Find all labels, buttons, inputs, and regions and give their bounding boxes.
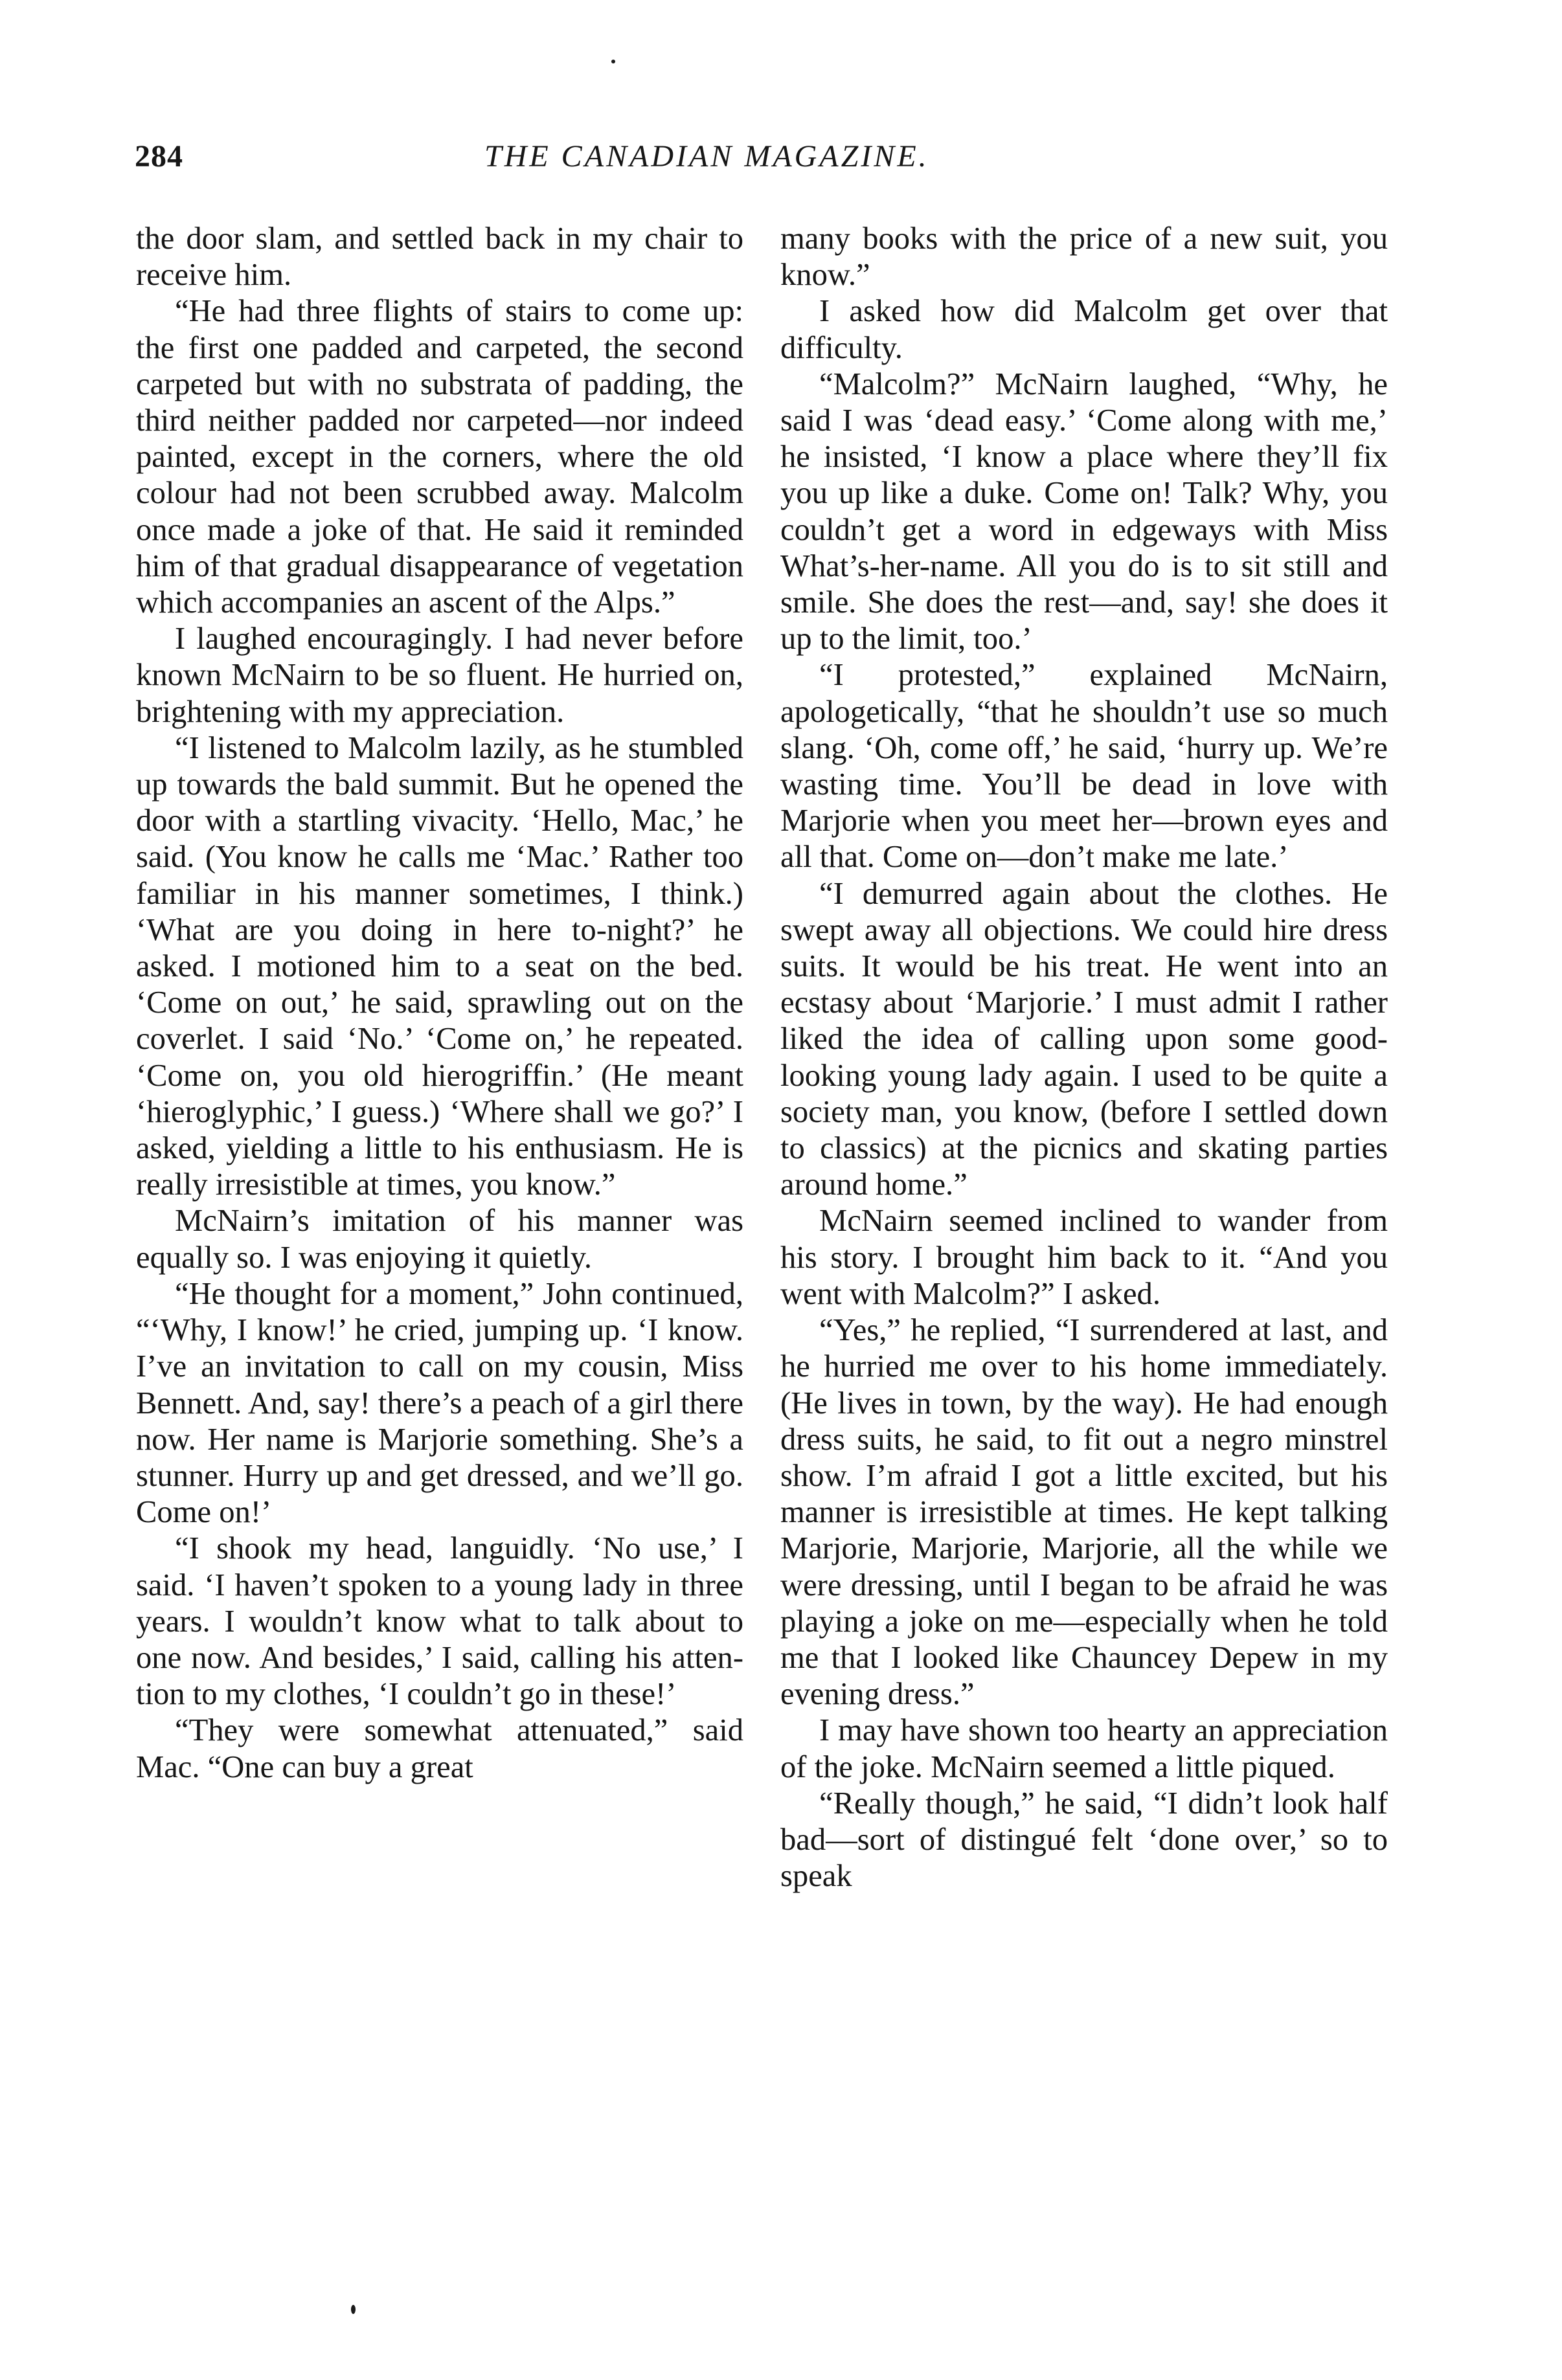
paragraph: “Yes,” he replied, “I surrendered at last, and he hurried me over to his home immediately. (He lives in town, by the way). He had enough dress suits, he said, to fit out a negro minstrel show. I’m afraid I got a little excited, but his manner is irresistible at times. He kept talking Marjorie, Marjorie, Marjorie, all the while we were dressing, until I began to be afraid he was playing a joke on me—especially when he told me that I looked like Chauncey Depew in my evening dress.” [780,1312,1388,1712]
paragraph: I asked how did Malcolm get over that difficulty. [780,293,1388,365]
paragraph: McNairn seemed inclined to wander from his story. I brought him back to it. “And you went with Malcolm?” I asked. [780,1203,1388,1311]
paragraph: “Really though,” he said, “I didn’t look half bad—sort of distingué felt ‘done over,’ so to speak [780,1785,1388,1894]
paragraph: “I demurred again about the clothes. He swept away all objections. We could hire dress suits. It would be his treat. He went into an ecstasy about ‘Marjorie.’ I must admit I rather liked the idea of calling upon some good-looking young lady again. I used to be quite a society man, you know, (before I settled down to classics) at the picnics and skating parties around home.” [780,875,1388,1202]
paragraph: “I listened to Malcolm lazily, as he stumbled up towards the bald summit. But he opened the door with a startling vivacity. ‘Hello, Mac,’ he said. (You know he calls me ‘Mac.’ Rather too familiar in his manner sometimes, I think.) ‘What are you doing in here to-night?’ he asked. I motioned him to a seat on the bed. ‘Come on out,’ he said, sprawling out on the coverlet. I said ‘No.’ ‘Come on,’ he repeated. ‘Come on, you old hierogriffin.’ (He meant ‘hieroglyphic,’ I guess.) ‘Where shall we go?’ I asked, yielding a little to his enthusiasm. He is really irresistible at times, you know.” [136,730,743,1202]
paragraph: “He thought for a moment,” John continued, “‘Why, I know!’ he cried, jumping up. ‘I know. I’ve an invitation to call on my cousin, Miss Bennett. And, say! there’s a peach of a girl there now. Her name is Marjorie something. She’s a stunner. Hurry up and get dressed, and we’ll go. Come on!’ [136,1275,743,1530]
page-number: 284 [135,139,183,174]
paragraph: “I protested,” explained McNairn, apologetically, “that he shouldn’t use so much slang. ‘Oh, come off,’ he said, ‘hurry up. We’re wasting time. You’ll be dead in love with Marjorie when you meet her—brown eyes and all that. Come on—don’t make me late.’ [780,657,1388,875]
page-header [135,139,1398,197]
paragraph: “I shook my head, languidly. ‘No use,’ I said. ‘I haven’t spoken to a young lady in three years. I wouldn’t know what to talk about to one now. And besides,’ I said, calling his attention to my clothes, ‘I couldn’t go in these!’ [136,1531,743,1712]
left-column [136,220,743,1785]
ink-speck [611,60,615,63]
paragraph: “Malcolm?” McNairn laughed, “Why, he said I was ‘dead easy.’ ‘Come along with me,’ he insisted, ‘I know a place where they’ll fix you up like a duke. Come on! Talk? Why, you couldn’t get a word in edgeways with Miss What’s-her-name. All you do is to sit still and smile. She does the rest—and, say! she does it up to the limit, too.’ [780,366,1388,657]
paragraph: many books with the price of a new suit, you know.” [780,221,1388,293]
paragraph: the door slam, and settled back in my chair to receive him. [136,221,743,293]
paragraph: I may have shown too hearty an appreciation of the joke. McNairn seemed a little piqued. [780,1712,1388,1784]
paragraph: “They were somewhat attenuated,” said Mac. “One can buy a great [136,1712,743,1784]
paragraph: I laughed encouragingly. I had never before known McNairn to be so fluent. He hurried on, brightening with my appreciation. [136,621,743,729]
paragraph: “He had three flights of stairs to come up: the first one padded and carpeted, the second carpeted but with no substrata of padding, the third neither padded nor carpeted—nor indeed painted, except in the corners, where the old colour had not been scrubbed away. Malcolm once made a joke of that. He said it reminded him of that gradual disappearance of vegetation which accompanies an ascent of the Alps.” [136,293,743,620]
ink-speck [351,2305,356,2314]
running-head: THE CANADIAN MAGAZINE. [484,139,929,174]
paragraph: McNairn’s imitation of his manner was equally so. I was enjoying it quietly. [136,1203,743,1275]
right-column [780,220,1388,1894]
